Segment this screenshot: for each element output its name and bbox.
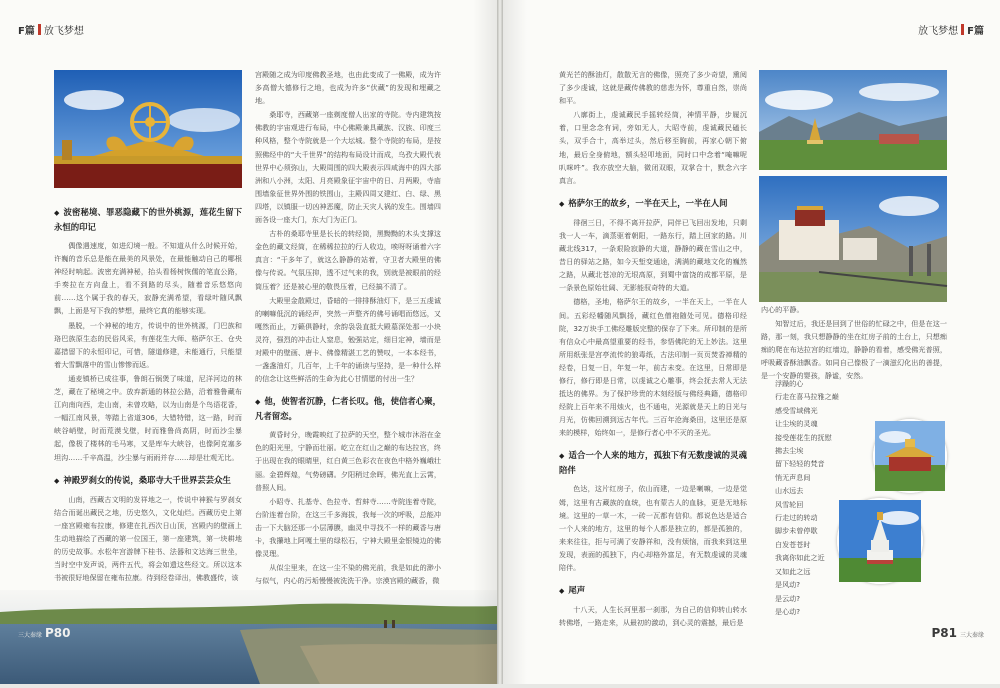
poem-line: 拂去尘埃 — [775, 446, 804, 456]
gutter-shadow-left — [473, 0, 497, 684]
section-title-1-text: 波密秘境、罪恶隐藏下的世外桃源，莲花生留下永恒的印记 — [54, 207, 242, 232]
paragraph: 桑耶寺，西藏第一座剃度僧人出家的寺院。寺内建筑按佛教的宇宙观进行布局，中心佛殿兼具藏族、汉族、印度三种风格，整个寺院就是一个大坛城。整个寺院的布局，是按照佛经中的“大千世界”的结构布局设计而成，乌孜大殿代表世界中心须弥山，大殿周围的四大殿表示四咸海中的四大部洲和八小洲，太阳、月亮殿象征宇宙中的日、月两殿，寺庙围墙象征世界外围的铁围山，主殿四周又建红、白、绿、黑四塔，以镇服一切凶神恶魔，防止天灾人祸的发生。围墙四面各设一座大门，东大门为正门。 — [255, 110, 441, 225]
stupa-grassland-image — [759, 70, 947, 170]
section-title-3-text: 他，使智者沉静，仁者长叹。他，使信者心聚，凡者留恋。 — [255, 396, 441, 422]
poem-line: 行走在喜马拉雅之巅 — [775, 392, 839, 402]
section-title-6: ◆ 尾声 — [559, 585, 586, 596]
section-title-2: ◆ 神殿罗刹女的传说，桑耶寺大千世界芸芸众生 — [54, 474, 231, 485]
paragraph: 德格，圣地，格萨尔王的故乡，一半在天上，一半在人间。五彩经幡随风飘扬，藏红色僧袍随处可见。德格印经院，32万块手工佛经雕版完整的保存了下来。所印制的是所有信众心中最高望重要的经书，参悟佛陀的无上妙法。这里所用纸张是宫亭流传的狼毒纸，古法印制一页页焚香禅精的经卷，日复一日，年复一年，前古未变。在这里，日常即是修行，修行即是日常，以虔诚之心雕事，终会抚去常人无法抵达的佛界。为了保护珍贵的木刻经版与佛经典籍，德格印经院上百年来不用烛火，也不通电，光源就是天上的日光与月光，仿佛回溯到远古年代。三百年沧海桑田，这里还是原来的模样，始终如一，是修行者心中不灭的圣光。 — [559, 297, 747, 438]
left-page — [0, 0, 497, 684]
magazine-column-title: 放飞梦想 — [918, 26, 959, 37]
section-title-4-text: 格萨尔王的故乡，一半在天上，一半在人间 — [568, 197, 728, 208]
folio-number-right: P81 — [931, 626, 957, 640]
section-title-5-text: 适合一个人来的地方，孤独下有无数虔诚的灵魂陪伴 — [559, 450, 747, 476]
poem-line: 留下轻轻的梵音 — [775, 459, 825, 469]
section-title-3: ◆ 他，使智者沉静，仁者长叹。他，使信者心聚，凡者留恋。 — [255, 396, 441, 422]
poem-line: 又如此之远 — [775, 566, 811, 576]
running-head-left — [18, 22, 84, 37]
poem-line: 风雪轮回 — [775, 499, 804, 509]
poem-line: 接受莲花生的抚慰 — [775, 432, 832, 442]
stupa-grassland-photo — [759, 70, 947, 170]
poem-line: 是心动? — [775, 606, 801, 616]
folio-magazine-left: 三大秦缘 — [18, 632, 43, 639]
gutter-shadow-right — [503, 0, 527, 684]
section-title-2-text: 神殿罗刹女的传说，桑耶寺大千世界芸芸众生 — [63, 474, 231, 485]
paragraph: 从似尘里来，在这一尘不染的佛光前，我是如此的渺小与似气，内心的污垢慢慢被洗洗干净。宗漠宫殿的藏香，微 — [255, 563, 441, 586]
temple-roof-image — [54, 70, 242, 188]
paragraph: 八廓街上，虔诚藏民手摇转经筒，神情平静，步履沉着，口里念念有词，旁如无人，大昭寺前，虔诚藏民磕长头，双手合十，高举过头，然后移至胸前，再家心朝下俯地，最后全身俯地，额头轻叩地面，同时口中念着“唵嘛呢叭咪吽”。我亦放空大脑，微闭双眼，双掌合十，默念六字真言。 — [559, 110, 747, 185]
magazine-column-title: 放飞梦想 — [43, 26, 84, 37]
section-label: F篇 — [967, 26, 984, 37]
paragraph: 内心的平静。 — [761, 305, 804, 314]
poem-line: 是云动? — [775, 593, 801, 603]
paragraph: 偶像遇速度，如进幻境一般。不知道从什么时候开始，许巍的音乐总是能在最美的风景处，在最能触动自己的哪根神经时响起。波密充满神秘，抬头看杨树恢儒的笔直公路，手奏拉在方向盘上，看不到路的尽头，随着音乐悠悠向前……这个属于我的春天，寂静充满希望，看绿叶随风飘飘，上面是写下我的梦想，最终它真的能够实现。 — [54, 241, 242, 316]
potala-palace-image — [759, 176, 947, 302]
poem-line: 我离你如此之近 — [775, 553, 825, 563]
poem-line: 山水远去 — [775, 486, 804, 496]
white-stupa-circle-photo — [837, 498, 923, 584]
page-number-left — [18, 626, 71, 640]
right-page — [503, 0, 1000, 684]
poem-line: 行走过的转动 — [775, 513, 818, 523]
poem-line: 浮躁的心 — [775, 379, 804, 388]
temple-roof-photo — [54, 70, 242, 188]
left-col-2 — [255, 68, 441, 588]
lake-landscape-image — [0, 590, 497, 684]
paragraph: 黄昏时分，晚霞映红了拉萨的天空，整个城市沐浴在金色的阳光里，宁静而壮丽。屹立在红山之巅的布达拉宫，终于出现在我的眼睛里，红白黄三色彩衣在夜色中格外巍峨壮丽。金碧辉煌，气势磅礴。夕阳稍过余晖，佛光直上云霄，普照人间。 — [255, 430, 441, 492]
paragraph: 黄光芒的酥油灯，散散无言的佛像，照亮了多少奇望，熏阅了多少虔诚，这就是藏传佛教的慈悲为怀，尊重自然，崇尚和平。 — [559, 70, 747, 106]
paragraph: 徘徊三日，不得不离开拉萨，同伴已飞回出发地，只剩我一人一车，滴蒸驱着朝阳，一路东行，踏上回家的路。川藏北线317，一条艰险寂静的大道，静静的藏在雪山之中，昔日的驿站之路，如今天堑变通途，满满的藏地文化的巍然之路，从藏北苍凉的无垠高原，到蜀中富饶的成都平原，是一条景色原始壮阔、无影能驭奇特的大道。 — [559, 217, 747, 293]
paragraph: 古朴的桑耶寺里是长长的转经筒，黑黝黝的木头支撑这金色的藏文经筒，在稀稀拉拉的行人收边，唉呀呀诵着六字真言：“干多年了，就这么静静的站着，守卫者大殿里的佛像与传说。气氛压抑，透不过气来的我，别就是被眼前的经筒压着？还是被心里的敬畏压着，已经搞不清了。 — [255, 229, 441, 291]
folio-magazine-right: 三大秦缘 — [959, 632, 984, 639]
section-title-4: ◆ 格萨尔王的故乡，一半在天上，一半在人间 — [559, 197, 728, 208]
paragraph: 山南，西藏古文明的发祥地之一，传说中神猴与罗刹女结合而诞出藏民之地，历史悠久，文化灿烂。西藏历史上第一座宫殿雍布拉康，修建在扎西次日山顶，宫殿内的壁画上生动地描绘了西藏的第一位国王，第一座建筑，第一块耕地的历史故事。水松年宫游牌下桂书、法器和文达海三世坐，当时空中发声说，两件五代，将会如遗这些经文。所以这本书被很好地保留在雍布拉康。待到经卷译出，佛教盛传，该 — [54, 494, 242, 583]
section-title-1: ◆ 波密秘境、罪恶隐藏下的世外桃源，莲花生留下永恒的印记 — [54, 207, 242, 232]
section-title-5: ◆ 适合一个人来的地方，孤独下有无数虔诚的灵魂陪伴 — [559, 450, 747, 476]
page-number-right — [931, 626, 984, 640]
lake-landscape-photo — [0, 590, 497, 684]
poem-line: 悄无声息间 — [775, 472, 811, 482]
potala-palace-photo — [759, 176, 947, 302]
red-marker — [961, 24, 964, 35]
temple-circle-photo — [873, 419, 947, 493]
poem-line: 让尘埃的灵魂 — [775, 419, 818, 429]
poem-line: 是风动? — [775, 580, 801, 590]
paragraph: 大殿里金散殿过，昏暗的一排排酥油灯下，是三五虔诚的喇嘛低沉的诵经声，突然一声整齐的佛号诵唱而悠远，又嘎然而止，万籁俱静时，余韵袅袅直抵大殿墓深处那一小块灵符，强烈的冲击让人窒息，勉强站定，细目定神，墙而是对殿中的壁画、唐卡、佛像精湛工艺的赞叹，一本本经书，一盏盏油灯，几百年，上千年的诵读与坚持，是一种什么样的信念让这些鲜活的生命为此心甘情愿的付出一生？ — [255, 295, 441, 384]
left-col-1 — [54, 196, 242, 588]
temple-circle-image — [875, 421, 945, 491]
section-label: F篇 — [18, 26, 35, 37]
white-stupa-circle-image — [839, 500, 921, 582]
paragraph: 色达，这片红房子，依山而建，一边是喇嘛，一边是觉姆，这里有古藏族的血统，也有蒙古人的血脉，更是无地标境。这里的一草一木，一砖一瓦都有信仰。都说色达是适合一个人来的地方，这里的每个人都是独立的，都是孤独的，来来往往，拒与可满了安静祥和，没有烦恼，而我来到这里发现，表面的孤独下，内心却格外富足，有无数虔诚的灵魂陪伴。 — [559, 484, 747, 572]
paragraph: 墨脱，一个神秘的地方，传说中的世外桃源，门巴族和珞巴族原生态的民俗风采，有莲花生大师、格萨尔王、仓央嘉措留下的永恒印记，可惜，隧道修建，未能通行，只能望着大雪飘落中的雪山惨惨而返。 — [54, 320, 242, 369]
paragraph: 宫殿随之成为印度佛教圣地，也由此变成了一佛殿，成为许多高僧大德修行之地，也成为许多“伏藏”的发现和埋藏之地。 — [255, 70, 441, 106]
poem-line: 感受雪域佛光 — [775, 405, 818, 415]
paragraph: 小昭寺、扎基寺、色拉寺、哲蚌寺……寺院连着寺院，台阶连着台阶，在这三千多海拔，我每一次的呼吸，总能冲击一下大脑还那一小层薄膜，幽灵中寻找不一样的藏香与唐卡，我攥地上阿嘎土里的绿松石，宁神大殿里金银镜边的佛像灵理。 — [255, 496, 441, 559]
right-col-2 — [761, 303, 947, 381]
poem-line: 白发苍苍时 — [775, 539, 811, 549]
folio-number-left: P80 — [45, 626, 71, 640]
right-col-1 — [559, 68, 747, 628]
running-head-right — [918, 22, 984, 37]
poem-line: 脚步未曾停歇 — [775, 526, 818, 536]
section-title-6-text: 尾声 — [568, 585, 586, 596]
paragraph: 通麦镇桥已成往事，鲁朗石锅煲了味道，尼洋河边的林芝，藏在了秘境之中。放弃新通的林拉公路，沿着雅鲁藏布江向南向西，走山南，未曾攻略，以为山南是个鸟语花香，一幅江南风景，等踏上省道306，大错特错，这一路，时而峡谷峭壁，时而荒漠戈壁，时而雅鲁尚高阴，时而沙尘暴起，像极了楼林的毛马寒，又是库车大峡谷，也像阿克塞多坦沟……千辛高温，沙尘暴与雨雨并存……却是壮观无比。 — [54, 373, 242, 462]
paragraph: 十八天，人生长河里那一刹那，为自己的信仰转山转水转佛塔，一路走来，从最初的激动，到心灵的震撼，最后是 — [559, 605, 747, 628]
paragraph: 知智过后，我还是回到了世俗的忙碌之中，但是在这一路，那一刻，我只想静静的坐在红房子前的土台上，只想痴痴的爬在布达拉宫的红墙边，静静的看着，感受佛光普照，呼吸藏香酥油飘香。如同自己像极了一滴滋幻化出的善提，是一个安静的婴孩，静谧，安然。 — [761, 319, 947, 381]
red-marker — [38, 24, 41, 35]
